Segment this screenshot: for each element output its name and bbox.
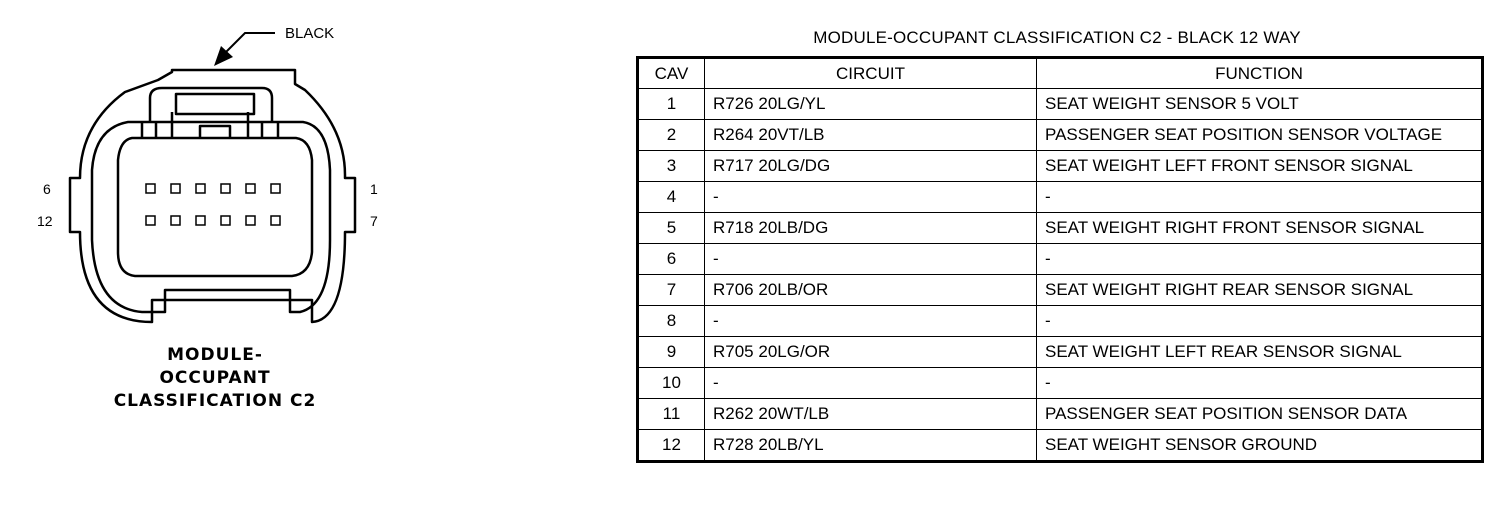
circuit-cell: R264 20VT/LB	[705, 120, 1037, 151]
cavity-10	[196, 216, 205, 225]
function-cell: SEAT WEIGHT RIGHT FRONT SENSOR SIGNAL	[1037, 213, 1483, 244]
circuit-cell: R262 20WT/LB	[705, 399, 1037, 430]
circuit-cell: R706 20LB/OR	[705, 275, 1037, 306]
cav-cell: 2	[638, 120, 705, 151]
circuit-cell: -	[705, 306, 1037, 337]
cav-cell: 4	[638, 182, 705, 213]
table-row	[638, 368, 1483, 399]
connector-cavity-face	[118, 138, 312, 276]
pin-label-top-left: 6	[43, 181, 51, 197]
function-cell: -	[1037, 182, 1483, 213]
cav-cell: 9	[638, 337, 705, 368]
table-row	[638, 430, 1483, 462]
pinout-table	[636, 56, 1484, 463]
table-row	[638, 244, 1483, 275]
cav-cell: 3	[638, 151, 705, 182]
function-cell: SEAT WEIGHT RIGHT REAR SENSOR SIGNAL	[1037, 275, 1483, 306]
connector-inner-housing	[92, 122, 330, 312]
cav-cell: 12	[638, 430, 705, 462]
table-row	[638, 120, 1483, 151]
connector-lock-latch	[176, 94, 254, 114]
circuit-cell: R726 20LG/YL	[705, 89, 1037, 120]
color-leader-arrow	[214, 33, 275, 66]
header-function: FUNCTION	[1037, 58, 1483, 89]
circuit-cell: R728 20LB/YL	[705, 430, 1037, 462]
cav-cell: 11	[638, 399, 705, 430]
cavity-grid	[146, 184, 280, 225]
cavity-3	[221, 184, 230, 193]
cav-cell: 6	[638, 244, 705, 275]
cavity-9	[221, 216, 230, 225]
table-row	[638, 89, 1483, 120]
caption-line-2: OCCUPANT	[159, 368, 271, 388]
circuit-cell: -	[705, 182, 1037, 213]
table-row	[638, 399, 1483, 430]
cavity-12	[146, 216, 155, 225]
connector-lock-ribs	[142, 112, 278, 138]
caption-line-3: CLASSIFICATION C2	[113, 391, 317, 411]
circuit-cell: R717 20LG/DG	[705, 151, 1037, 182]
header-circuit: CIRCUIT	[705, 58, 1037, 89]
function-cell: -	[1037, 244, 1483, 275]
table-row	[638, 182, 1483, 213]
header-cav: CAV	[638, 58, 705, 89]
pin-label-bottom-left: 12	[37, 213, 53, 229]
cav-cell: 5	[638, 213, 705, 244]
function-cell: PASSENGER SEAT POSITION SENSOR DATA	[1037, 399, 1483, 430]
cavity-6	[146, 184, 155, 193]
cavity-2	[246, 184, 255, 193]
table-row	[638, 213, 1483, 244]
table-row	[638, 151, 1483, 182]
cav-cell: 1	[638, 89, 705, 120]
function-cell: SEAT WEIGHT SENSOR 5 VOLT	[1037, 89, 1483, 120]
table-row	[638, 306, 1483, 337]
cavity-7	[271, 216, 280, 225]
color-label: BLACK	[285, 25, 335, 42]
table-header-row	[638, 58, 1483, 89]
table-row	[638, 337, 1483, 368]
function-cell: SEAT WEIGHT LEFT REAR SENSOR SIGNAL	[1037, 337, 1483, 368]
function-cell: SEAT WEIGHT LEFT FRONT SENSOR SIGNAL	[1037, 151, 1483, 182]
connector-caption	[90, 344, 340, 413]
cav-cell: 8	[638, 306, 705, 337]
table-row	[638, 275, 1483, 306]
circuit-cell: R705 20LG/OR	[705, 337, 1037, 368]
cav-cell: 10	[638, 368, 705, 399]
cavity-8	[246, 216, 255, 225]
cavity-1	[271, 184, 280, 193]
circuit-cell: -	[705, 368, 1037, 399]
circuit-cell: R718 20LB/DG	[705, 213, 1037, 244]
cavity-11	[171, 216, 180, 225]
pin-label-bottom-right: 7	[370, 213, 378, 229]
circuit-cell: -	[705, 244, 1037, 275]
function-cell: SEAT WEIGHT SENSOR GROUND	[1037, 430, 1483, 462]
caption-line-1: MODULE-	[167, 345, 263, 365]
cavity-5	[171, 184, 180, 193]
table-title: MODULE-OCCUPANT CLASSIFICATION C2 - BLACK 12 WAY	[813, 28, 1301, 47]
cav-cell: 7	[638, 275, 705, 306]
function-cell: -	[1037, 306, 1483, 337]
function-cell: -	[1037, 368, 1483, 399]
connector-diagram	[0, 0, 620, 512]
pin-label-top-right: 1	[370, 181, 378, 197]
cavity-4	[196, 184, 205, 193]
function-cell: PASSENGER SEAT POSITION SENSOR VOLTAGE	[1037, 120, 1483, 151]
